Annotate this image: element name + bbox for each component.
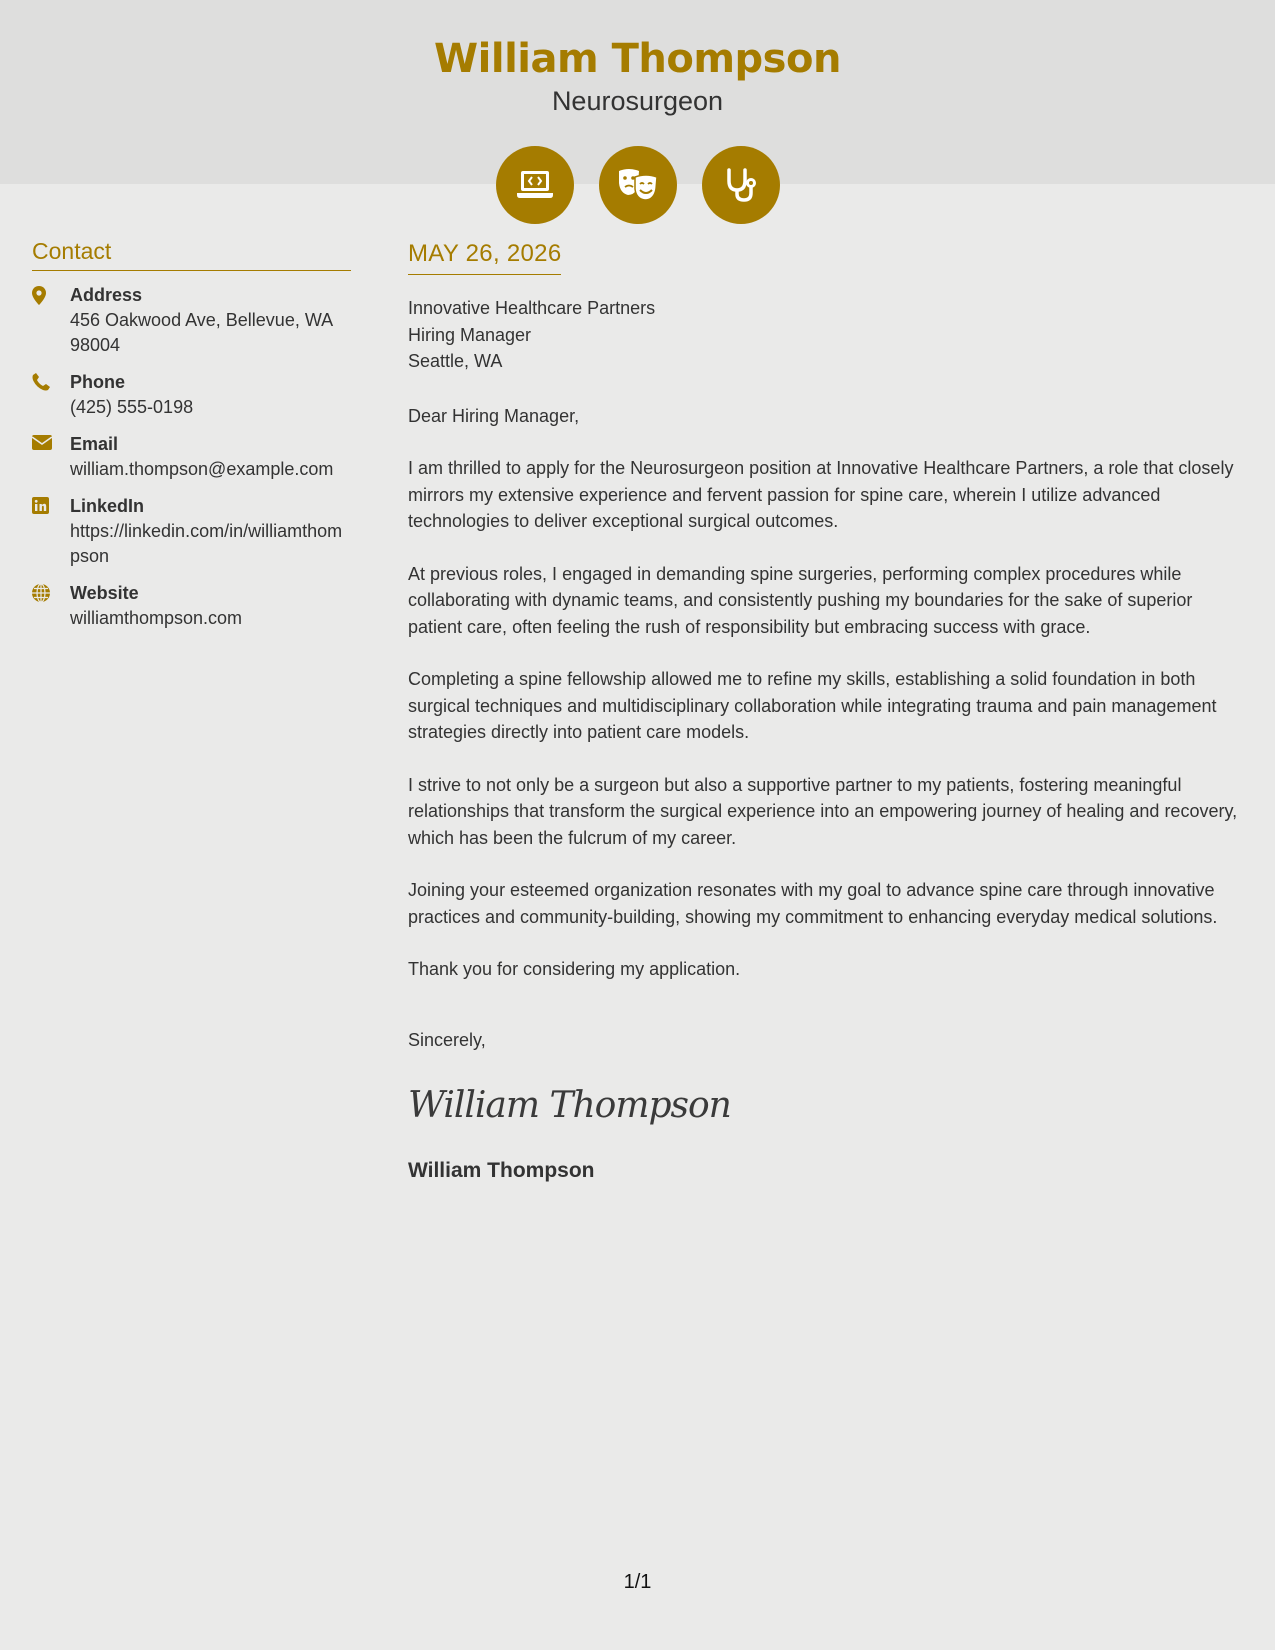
letter-paragraph: I am thrilled to apply for the Neurosurgeon position at Innovative Healthcare Partners, a role that closely mirrors my extensive experience and fervent passion for spine care, wherein I utilize advanced technologies to deliver exceptional surgical outcomes.	[408, 458, 1234, 531]
address-value: 456 Oakwood Ave, Bellevue, WA 98004	[70, 310, 333, 355]
contact-item-email	[32, 432, 351, 482]
sign-off: Sincerely,	[408, 1029, 486, 1050]
contact-label: Address	[70, 285, 143, 305]
letter-paragraph: Completing a spine fellowship allowed me to refine my skills, establishing a solid foundation in both surgical techniques and multidisciplinary collaboration while integrating trauma and pain management strategies directly into patient care models.	[408, 669, 1217, 742]
signer-name: William Thompson	[408, 1159, 595, 1182]
theater-masks-icon	[599, 146, 677, 224]
contact-item-linkedin	[32, 494, 351, 569]
linkedin-value[interactable]: https://linkedin.com/in/williamthompson	[70, 521, 343, 566]
job-title: Neurosurgeon	[551, 86, 724, 116]
contact-label: Phone	[70, 372, 126, 392]
signature: William Thompson	[408, 1085, 731, 1126]
envelope-icon	[32, 432, 70, 482]
recipient-role: Hiring Manager	[408, 324, 532, 345]
email-value[interactable]: william.thompson@example.com	[70, 459, 334, 479]
applicant-name: William Thompson	[434, 36, 841, 82]
contact-heading: Contact	[32, 238, 351, 271]
closing-line: Thank you for considering my application.	[408, 959, 741, 979]
contact-label: Website	[70, 583, 139, 603]
globe-icon	[32, 581, 70, 631]
letter-paragraph: Joining your esteemed organization resonates with my goal to advance spine care through innovative practices and community-building, showing my commitment to enhancing everyday medical solutions.	[408, 880, 1218, 927]
contact-label: LinkedIn	[70, 496, 145, 516]
map-marker-icon	[32, 283, 70, 358]
recipient-location: Seattle, WA	[408, 351, 503, 371]
recipient-block	[408, 295, 1243, 375]
linkedin-icon	[32, 494, 70, 569]
contact-item-phone	[32, 370, 351, 420]
page-number: 1/1	[623, 1571, 652, 1593]
header-icon-row	[496, 146, 780, 224]
salutation: Dear Hiring Manager,	[408, 405, 580, 426]
letter-paragraph: At previous roles, I engaged in demanding spine surgeries, performing complex procedures while collaborating with dynamic teams, and consistently pushing my boundaries for the sake of superior patient care, often feeling the rush of responsibility but embracing success with grace.	[408, 563, 1193, 637]
laptop-code-icon	[496, 146, 574, 224]
contact-item-website	[32, 581, 351, 631]
letter-paragraph: I strive to not only be a surgeon but also a supportive partner to my patients, fostering meaningful relationships that transform the surgical experience into an empowering journey of healing and recovery, which has been the fulcrum of my career.	[408, 774, 1238, 848]
contact-label: Email	[70, 434, 119, 454]
contact-item-address	[32, 283, 351, 358]
letter-date: MAY 26, 2026	[408, 240, 561, 275]
website-value[interactable]: williamthompson.com	[70, 608, 243, 628]
phone-icon	[32, 370, 70, 420]
phone-value: (425) 555-0198	[70, 397, 194, 417]
stethoscope-icon	[702, 146, 780, 224]
letter-body	[408, 240, 1243, 1183]
recipient-company: Innovative Healthcare Partners	[408, 298, 656, 318]
contact-sidebar	[32, 238, 351, 643]
